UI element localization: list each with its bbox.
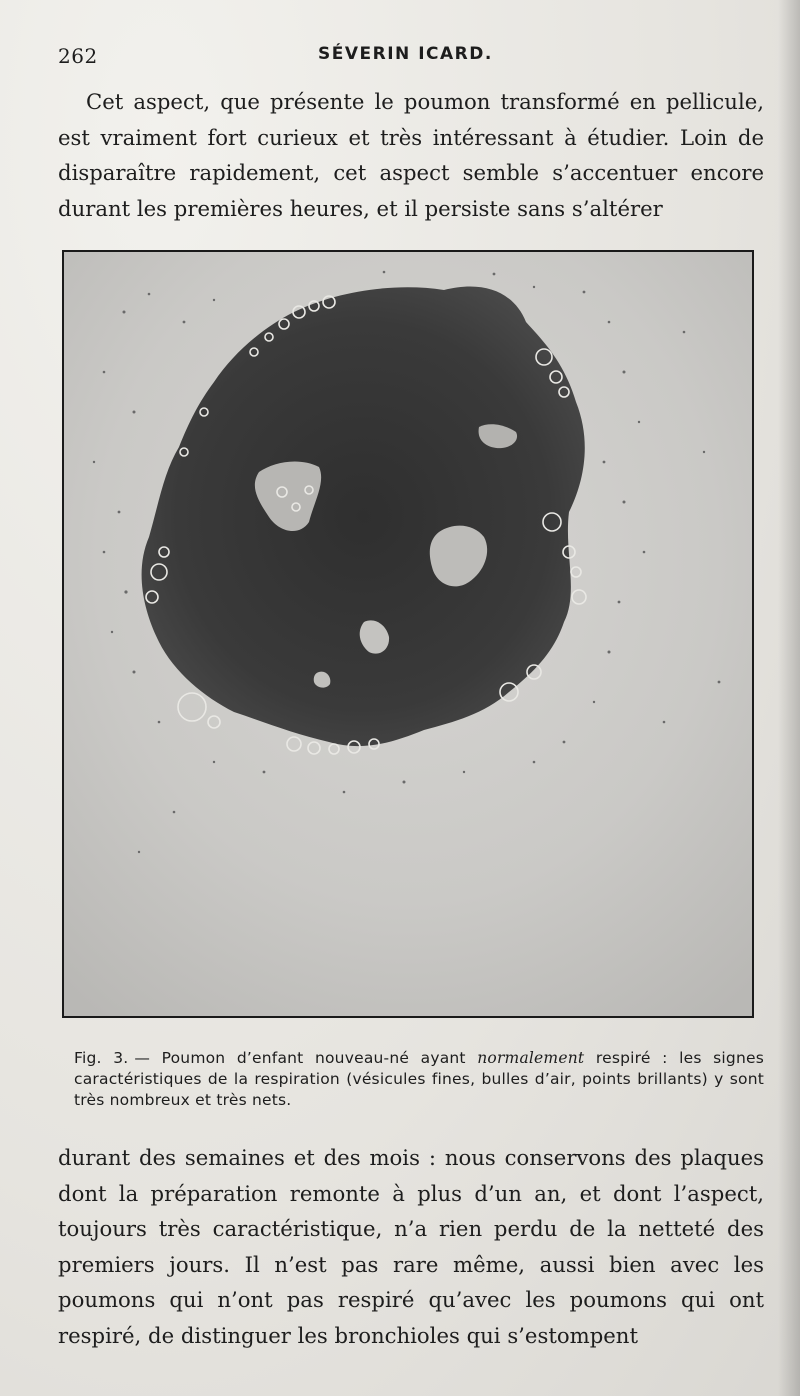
figure-photograph [62, 250, 754, 1018]
running-head: SÉVERIN ICARD. [318, 44, 493, 64]
page-header [58, 40, 758, 70]
caption-text-after: respiré : les signes caractéristiques de la respiration (vésicules fines, bulles d’air, points brillants) y sont très nombreux et très nets. [74, 1049, 764, 1109]
caption-text-before: — Poumon d’enfant nouveau-né ayant [134, 1049, 478, 1067]
lung-photograph-image [64, 252, 752, 1016]
page-number: 262 [58, 44, 98, 68]
paragraph-bottom: durant des semaines et des mois : nous conservons des plaques dont la préparation remonte à plus d’un an, et dont l’aspect, toujours très caractéristique, n’a rien perdu de la netteté des premiers jours. Il n’est pas rare même, aussi bien avec les poumons qui n’ont pas respiré qu’avec les poumons qui ont respiré, de distinguer les bronchioles qui s’estompent [58, 1145, 764, 1348]
caption-emphasis: normalement [477, 1049, 585, 1067]
figure-label: Fig. 3. [74, 1049, 129, 1067]
figure-caption [74, 1048, 764, 1111]
paragraph-top: Cet aspect, que présente le poumon transformé en pellicule, est vraiment fort curieux et très intéressant à étudier. Loin de disparaître rapidement, cet aspect semble s’accentuer encore durant les premières heures, et il persiste sans s’altérer [58, 89, 764, 221]
page-edge-shadow [778, 0, 800, 1396]
